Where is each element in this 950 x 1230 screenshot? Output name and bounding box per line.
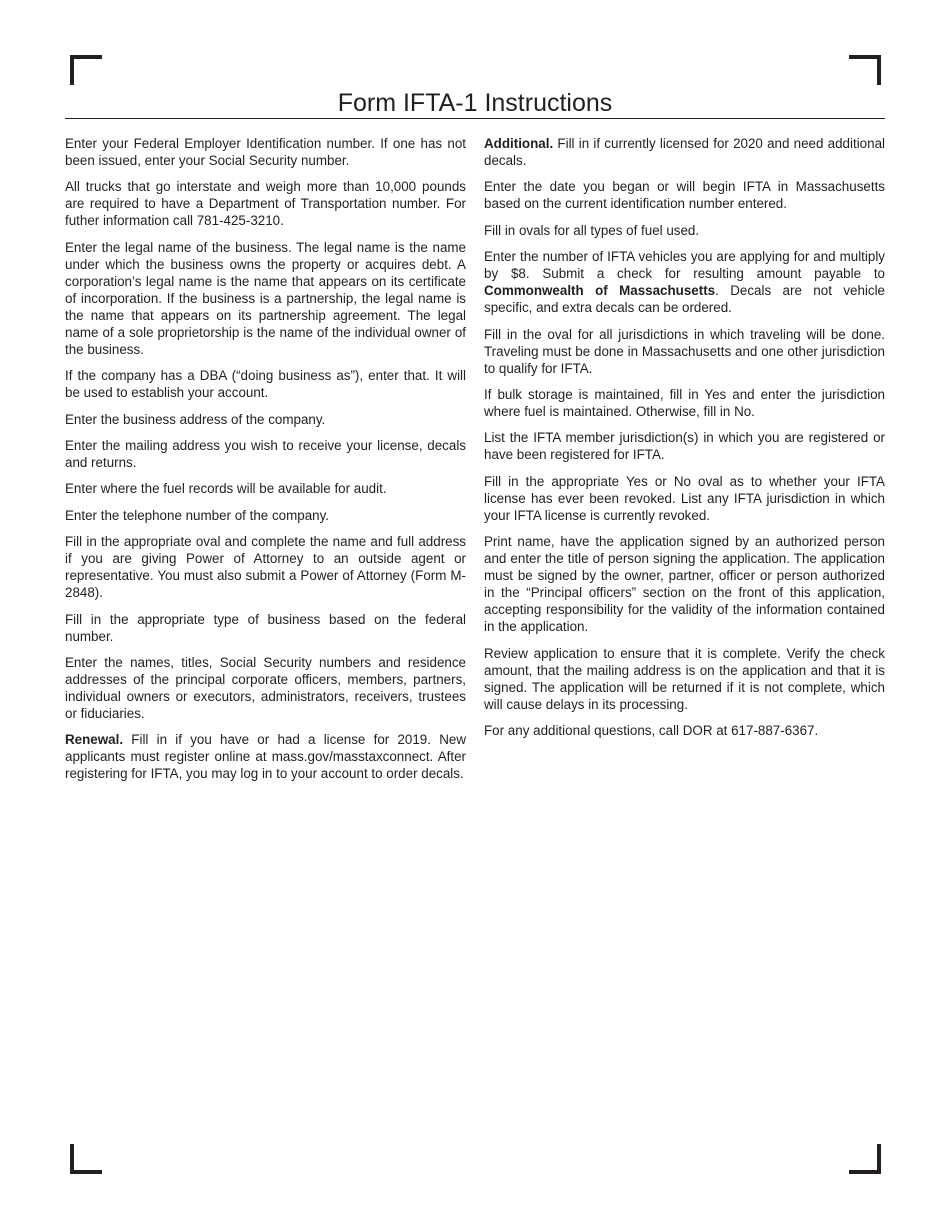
instruction-paragraph: Fill in the oval for all jurisdictions in which traveling will be done. Traveling must be done in Massachusetts and one other jurisdiction to qualify for IFTA. bbox=[484, 326, 885, 376]
renewal-label: Renewal. bbox=[65, 732, 124, 748]
instruction-paragraph: If the company has a DBA (“doing business as”), enter that. It will be used to establish your account. bbox=[65, 368, 466, 401]
crop-mark-top-left bbox=[70, 55, 102, 85]
instruction-paragraph: Enter the date you began or will begin IFTA in Massachusetts based on the current identification number entered. bbox=[484, 179, 885, 212]
instruction-paragraph: Fill in the appropriate type of business based on the federal number. bbox=[65, 611, 466, 644]
page-title: Form IFTA-1 Instructions bbox=[337, 89, 613, 117]
instruction-paragraph: Fill in the appropriate oval and complete the name and full address if you are giving Power of Attorney to an outside agent or representative. You must also submit a Power of Attorney (Form M-2848). bbox=[65, 534, 466, 601]
payee-name: Commonwealth of Massachusetts bbox=[484, 283, 716, 299]
instruction-paragraph: Review application to ensure that it is complete. Verify the check amount, that the mailing address is on the application and that it is signed. The application will be returned if it is not complete, which will cause delays in its processing. bbox=[484, 645, 885, 712]
right-column bbox=[484, 135, 885, 748]
left-column bbox=[65, 135, 466, 792]
instruction-paragraph: If bulk storage is maintained, fill in Yes and enter the jurisdiction where fuel is maintained. Otherwise, fill in No. bbox=[484, 386, 885, 419]
instruction-paragraph: Enter the telephone number of the company. bbox=[65, 507, 330, 523]
contact-paragraph: For any additional questions, call DOR at 617-887-6367. bbox=[484, 722, 819, 738]
instruction-paragraph: Fill in the appropriate Yes or No oval as to whether your IFTA license has ever been revoked. List any IFTA jurisdiction in which your IFTA license is currently revoked. bbox=[484, 473, 885, 523]
instruction-paragraph: All trucks that go interstate and weigh more than 10,000 pounds are required to have a Department of Transportation number. For futher information call 781-425-3210. bbox=[65, 179, 466, 229]
crop-mark-bottom-right bbox=[849, 1144, 881, 1174]
instruction-paragraph: Enter the number of IFTA vehicles you are applying for and multiply by $8. Submit a check for resulting amount payable to Commonwealth of Massachusetts. Decals are not vehicle specific, and extra decals can be ordered. bbox=[484, 249, 885, 316]
crop-mark-top-right bbox=[849, 55, 881, 85]
additional-paragraph: Additional. Fill in if currently licensed for 2020 and need additional decals. bbox=[484, 136, 885, 168]
instruction-paragraph: Enter where the fuel records will be available for audit. bbox=[65, 481, 387, 497]
additional-label: Additional. bbox=[484, 136, 554, 151]
instruction-paragraph: Enter your Federal Employer Identification number. If one has not been issued, enter your Social Security number. bbox=[65, 136, 466, 168]
instruction-paragraph: Enter the mailing address you wish to receive your license, decals and returns. bbox=[65, 437, 466, 470]
crop-mark-bottom-left bbox=[70, 1144, 102, 1174]
renewal-paragraph: Renewal. Fill in if you have or had a license for 2019. New applicants must register online at mass.gov/masstaxconnect. After registering for IFTA, you may log in to your account to order decals. bbox=[65, 732, 466, 782]
instruction-paragraph: Enter the business address of the company. bbox=[65, 411, 326, 427]
instruction-paragraph: Fill in ovals for all types of fuel used. bbox=[484, 222, 700, 238]
instruction-paragraph: Enter the legal name of the business. The legal name is the name under which the business owns the property or acquires debt. A corporation’s legal name is the name that appears on its certificate of incorporation. If the business is a partnership, the legal name is the name that appears on its partnership agreement. The legal name of a sole proprietorship is the name of the individual owner of the business. bbox=[65, 239, 466, 357]
instruction-paragraph: Print name, have the application signed by an authorized person and enter the title of person signing the application. The application must be signed by the owner, partner, officer or person authorized in the “Principal officers” section on the front of this application, accepting responsibility for the validity of the information contained in the application. bbox=[484, 534, 885, 635]
instruction-paragraph: Enter the names, titles, Social Security numbers and residence addresses of the principal corporate officers, members, partners, individual owners or executors, administrators, receivers, trustees or fiduciaries. bbox=[65, 654, 466, 721]
instruction-paragraph: List the IFTA member jurisdiction(s) in which you are registered or have been registered for IFTA. bbox=[484, 430, 885, 463]
title-rule bbox=[65, 118, 885, 119]
